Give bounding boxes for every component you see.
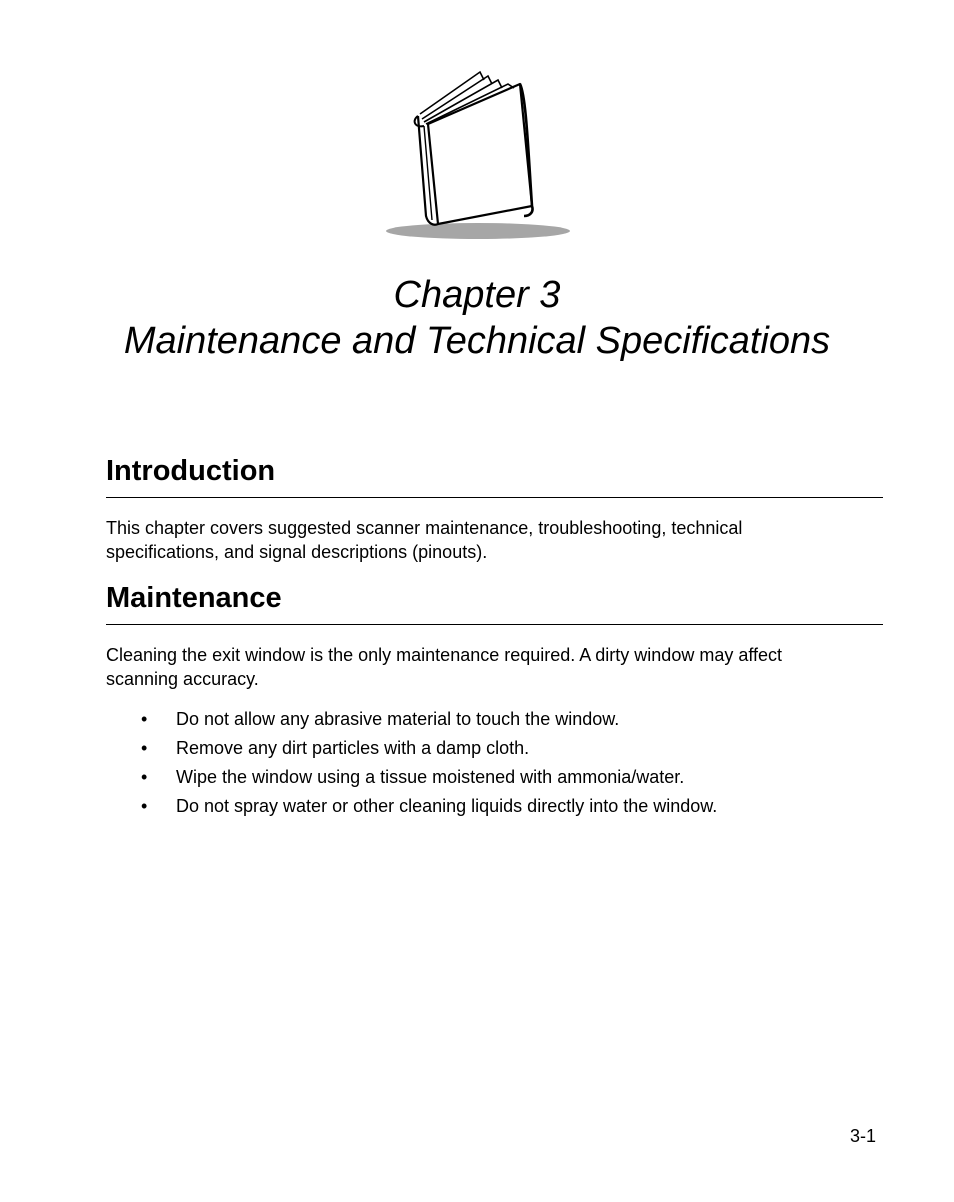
bullet-icon: • [141, 767, 148, 787]
bullet-icon: • [141, 709, 148, 729]
bullet-text: Remove any dirt particles with a damp cloth. [176, 738, 530, 758]
list-item [106, 765, 883, 789]
bullet-text: Do not allow any abrasive material to touch the window. [176, 709, 620, 729]
maintenance-line-2: scanning accuracy. [106, 669, 259, 689]
list-item [106, 736, 883, 760]
introduction-line-2: specifications, and signal descriptions (pinouts). [106, 542, 488, 562]
chapter-number: Chapter 3 [393, 274, 561, 316]
introduction-heading: Introduction [106, 455, 276, 487]
chapter-title [0, 272, 954, 364]
list-item [106, 794, 883, 818]
list-item [106, 707, 883, 731]
bullet-icon: • [141, 796, 148, 816]
maintenance-line-1: Cleaning the exit window is the only maintenance required. A dirty window may affect [106, 645, 783, 665]
maintenance-bullet-list [106, 707, 883, 818]
bullet-text: Wipe the window using a tissue moistened with ammonia/water. [176, 767, 685, 787]
maintenance-section [106, 581, 883, 823]
bullet-icon: • [141, 738, 148, 758]
maintenance-paragraph [106, 643, 883, 691]
maintenance-heading: Maintenance [106, 582, 282, 614]
maintenance-rule [106, 624, 883, 625]
chapter-name: Maintenance and Technical Specifications [123, 320, 831, 362]
introduction-line-1: This chapter covers suggested scanner maintenance, troubleshooting, technical [106, 518, 743, 538]
bullet-text: Do not spray water or other cleaning liquids directly into the window. [176, 796, 718, 816]
introduction-rule [106, 497, 883, 498]
page-number: 3-1 [849, 1126, 876, 1146]
introduction-section [106, 454, 883, 564]
introduction-paragraph [106, 516, 883, 564]
book-icon [380, 66, 580, 246]
